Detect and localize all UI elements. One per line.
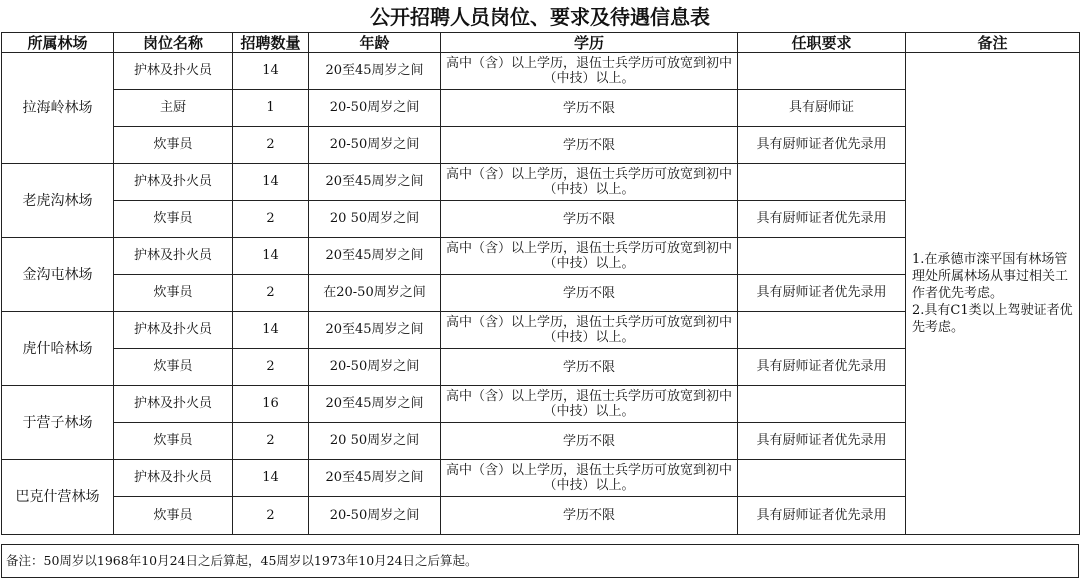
header-position: 岗位名称 [114, 33, 233, 53]
count-cell: 2 [233, 423, 309, 460]
recruitment-table [1, 32, 1080, 535]
header-age: 年龄 [309, 33, 441, 53]
header-remark: 备注 [906, 33, 1080, 53]
education-cell: 高中（含）以上学历，退伍士兵学历可放宽到初中（中技）以上。 [441, 164, 738, 201]
count-cell: 14 [233, 238, 309, 275]
farm-cell: 拉海岭林场 [2, 53, 114, 164]
farm-cell: 于营子林场 [2, 386, 114, 460]
age-cell: 20 50周岁之间 [309, 423, 441, 460]
position-cell: 炊事员 [114, 201, 233, 238]
farm-cell: 金沟屯林场 [2, 238, 114, 312]
remark-cell [906, 53, 1080, 535]
count-cell: 2 [233, 497, 309, 535]
count-cell: 14 [233, 53, 309, 90]
requirement-cell [738, 164, 906, 201]
requirement-cell [738, 460, 906, 497]
count-cell: 14 [233, 312, 309, 349]
position-cell: 护林及扑火员 [114, 386, 233, 423]
position-cell: 护林及扑火员 [114, 53, 233, 90]
count-cell: 14 [233, 460, 309, 497]
education-cell: 高中（含）以上学历，退伍士兵学历可放宽到初中（中技）以上。 [441, 386, 738, 423]
remark-text: 1.在承德市滦平国有林场管理处所属林场从事过相关工作者优先考虑。 2.具有C1类以上驾驶证者优先考虑。 [912, 252, 1073, 335]
education-cell: 学历不限 [441, 127, 738, 164]
position-cell: 护林及扑火员 [114, 312, 233, 349]
age-cell: 20至45周岁之间 [309, 238, 441, 275]
table-title: 公开招聘人员岗位、要求及待遇信息表 [370, 5, 710, 29]
age-cell: 20-50周岁之间 [309, 349, 441, 386]
footer-note: 备注：50周岁以1968年10月24日之后算起，45周岁以1973年10月24日之后算起。 [1, 544, 1079, 578]
requirement-cell: 具有厨师证 [738, 90, 906, 127]
position-cell: 护林及扑火员 [114, 460, 233, 497]
education-cell: 学历不限 [441, 201, 738, 238]
position-cell: 护林及扑火员 [114, 164, 233, 201]
header-count: 招聘数量 [233, 33, 309, 53]
requirement-cell: 具有厨师证者优先录用 [738, 201, 906, 238]
farm-cell: 老虎沟林场 [2, 164, 114, 238]
farm-cell: 虎什哈林场 [2, 312, 114, 386]
age-cell: 20-50周岁之间 [309, 497, 441, 535]
header-education: 学历 [441, 33, 738, 53]
education-cell: 高中（含）以上学历，退伍士兵学历可放宽到初中（中技）以上。 [441, 53, 738, 90]
header-farm: 所属林场 [2, 33, 114, 53]
requirement-cell [738, 312, 906, 349]
requirement-cell: 具有厨师证者优先录用 [738, 423, 906, 460]
position-cell: 护林及扑火员 [114, 238, 233, 275]
requirement-cell: 具有厨师证者优先录用 [738, 275, 906, 312]
header-requirement: 任职要求 [738, 33, 906, 53]
age-cell: 20-50周岁之间 [309, 127, 441, 164]
education-cell: 学历不限 [441, 275, 738, 312]
requirement-cell [738, 238, 906, 275]
age-cell: 20-50周岁之间 [309, 90, 441, 127]
count-cell: 1 [233, 90, 309, 127]
count-cell: 16 [233, 386, 309, 423]
requirement-cell [738, 386, 906, 423]
position-cell: 炊事员 [114, 349, 233, 386]
requirement-cell [738, 53, 906, 90]
count-cell: 14 [233, 164, 309, 201]
requirement-cell: 具有厨师证者优先录用 [738, 497, 906, 535]
count-cell: 2 [233, 349, 309, 386]
farm-cell: 巴克什营林场 [2, 460, 114, 535]
age-cell: 20至45周岁之间 [309, 164, 441, 201]
education-cell: 学历不限 [441, 423, 738, 460]
position-cell: 炊事员 [114, 127, 233, 164]
count-cell: 2 [233, 275, 309, 312]
education-cell: 高中（含）以上学历，退伍士兵学历可放宽到初中（中技）以上。 [441, 238, 738, 275]
education-cell: 学历不限 [441, 349, 738, 386]
count-cell: 2 [233, 127, 309, 164]
position-cell: 主厨 [114, 90, 233, 127]
education-cell: 高中（含）以上学历，退伍士兵学历可放宽到初中（中技）以上。 [441, 312, 738, 349]
position-cell: 炊事员 [114, 275, 233, 312]
age-cell: 20至45周岁之间 [309, 460, 441, 497]
education-cell: 学历不限 [441, 90, 738, 127]
requirement-cell: 具有厨师证者优先录用 [738, 127, 906, 164]
table-row [2, 53, 1080, 90]
count-cell: 2 [233, 201, 309, 238]
position-cell: 炊事员 [114, 423, 233, 460]
education-cell: 高中（含）以上学历，退伍士兵学历可放宽到初中（中技）以上。 [441, 460, 738, 497]
header-row [2, 33, 1080, 53]
age-cell: 20 50周岁之间 [309, 201, 441, 238]
age-cell: 20至45周岁之间 [309, 386, 441, 423]
requirement-cell: 具有厨师证者优先录用 [738, 349, 906, 386]
age-cell: 20至45周岁之间 [309, 312, 441, 349]
age-cell: 在20-50周岁之间 [309, 275, 441, 312]
position-cell: 炊事员 [114, 497, 233, 535]
education-cell: 学历不限 [441, 497, 738, 535]
age-cell: 20至45周岁之间 [309, 53, 441, 90]
